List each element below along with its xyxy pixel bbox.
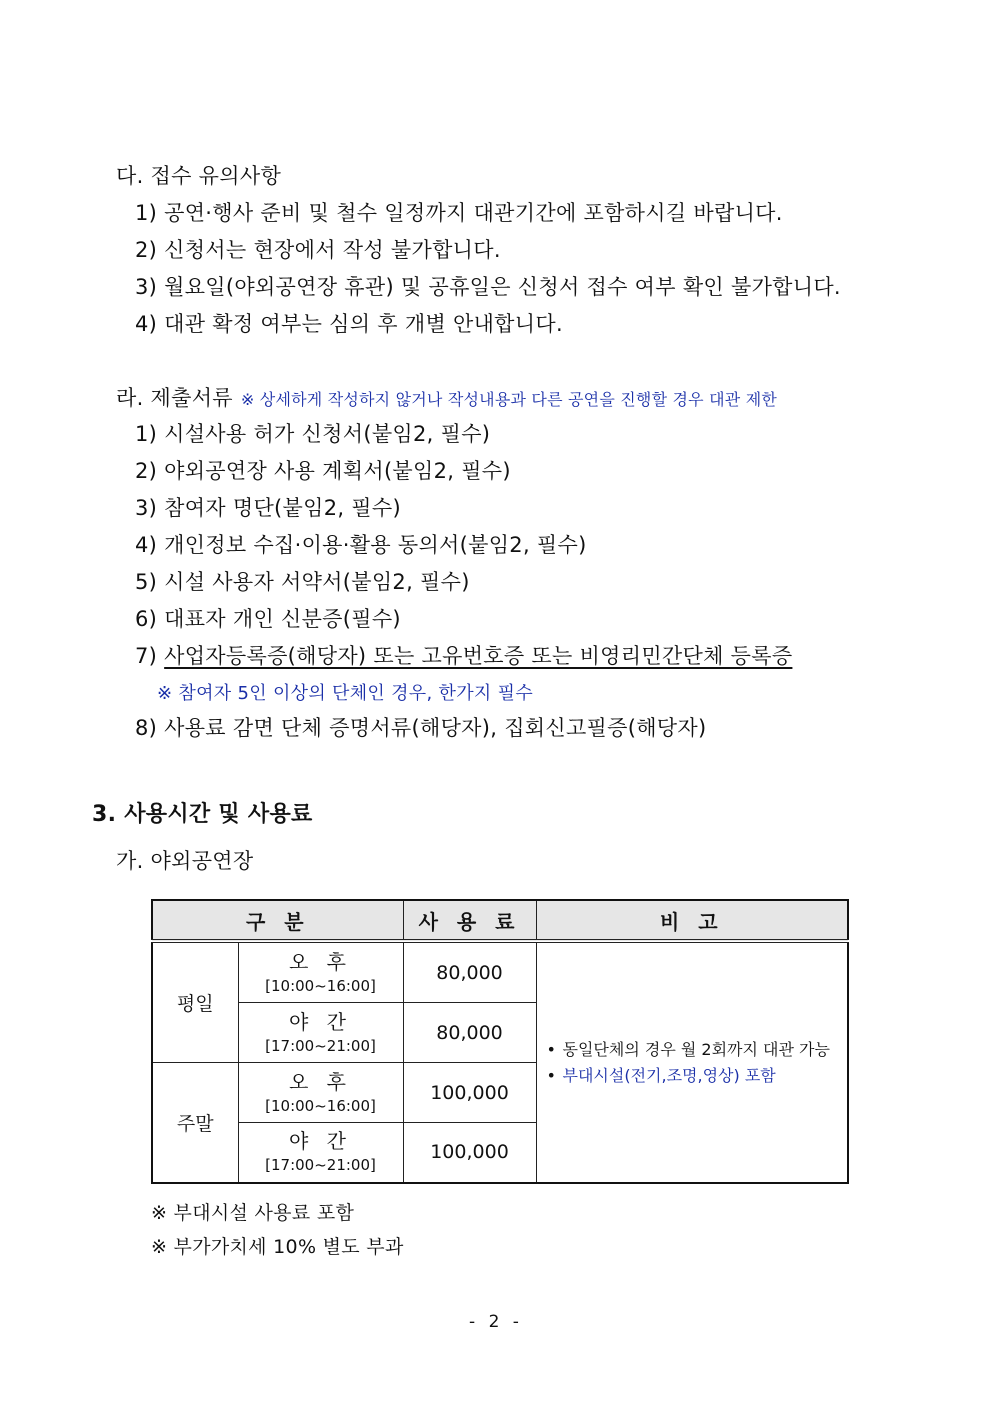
slot-time: [10:00~16:00] <box>265 976 376 995</box>
section-ra-item-2: 2) 야외공연장 사용 계획서(붙임2, 필수) <box>135 459 511 483</box>
section-ra-item-6: 6) 대표자 개인 신분증(필수) <box>135 607 401 631</box>
section-3-title: 3. 사용시간 및 사용료 <box>92 802 313 827</box>
section-3-sub: 가. 야외공연장 <box>116 849 254 873</box>
section-ra-item-4: 4) 개인정보 수집·이용·활용 동의서(붙임2, 필수) <box>135 533 587 557</box>
section-ra-item-7-text: 사업자등록증(해당자) 또는 고유번호증 또는 비영리민간단체 등록증 <box>164 644 793 668</box>
table-row <box>152 941 848 1003</box>
fee-table-header <box>152 900 848 941</box>
slot-time: [10:00~16:00] <box>265 1096 376 1115</box>
slot-cell <box>238 1003 403 1063</box>
fee-cell: 100,000 <box>403 1063 536 1123</box>
slot-cell <box>238 941 403 1003</box>
slot-name: 오 후 <box>289 1069 352 1094</box>
page-number: - 2 - <box>469 1312 523 1332</box>
section-da-item-1: 1) 공연·행사 준비 및 철수 일정까지 대관기간에 포함하시길 바랍니다. <box>135 201 783 225</box>
slot-name: 야 간 <box>289 1129 352 1154</box>
group-weekday: 평일 <box>152 941 238 1063</box>
header-fee: 사 용 료 <box>403 900 536 941</box>
section-ra-item-5: 5) 시설 사용자 서약서(붙임2, 필수) <box>135 570 470 594</box>
remark-item: • 부대시설(전기,조명,영상) 포함 <box>545 1063 848 1089</box>
section-ra-title: 라. 제출서류 <box>116 386 233 410</box>
section-ra-item-7 <box>135 642 792 670</box>
group-weekend: 주말 <box>152 1063 238 1183</box>
section-ra-item-3: 3) 참여자 명단(붙임2, 필수) <box>135 496 401 520</box>
footnote-1: ※ 부대시설 사용료 포함 <box>151 1202 355 1224</box>
section-da-item-3: 3) 월요일(야외공연장 휴관) 및 공휴일은 신청서 접수 여부 확인 불가합니다. <box>135 275 841 299</box>
slot-name: 오 후 <box>289 949 352 974</box>
fee-cell: 80,000 <box>403 941 536 1003</box>
slot-cell <box>238 1122 403 1183</box>
remark-item: • 동일단체의 경우 월 2회까지 대관 가능 <box>545 1037 848 1063</box>
section-ra-heading <box>116 384 777 414</box>
slot-name: 야 간 <box>289 1009 352 1034</box>
section-da-item-4: 4) 대관 확정 여부는 심의 후 개별 안내합니다. <box>135 312 563 336</box>
footnote-2: ※ 부가가치세 10% 별도 부과 <box>151 1236 404 1258</box>
slot-time: [17:00~21:00] <box>265 1036 376 1055</box>
section-da-item-2: 2) 신청서는 현장에서 작성 불가합니다. <box>135 238 501 262</box>
slot-cell <box>238 1063 403 1123</box>
header-remarks: 비 고 <box>536 900 848 941</box>
section-da-title: 다. 접수 유의사항 <box>116 164 282 188</box>
fee-cell: 100,000 <box>403 1122 536 1183</box>
section-ra-item-7-note: ※ 참여자 5인 이상의 단체인 경우, 한가지 필수 <box>157 683 534 704</box>
fee-table <box>151 899 849 1184</box>
remarks-cell <box>536 941 848 1183</box>
section-ra-item-8: 8) 사용료 감면 단체 증명서류(해당자), 집회신고필증(해당자) <box>135 716 707 740</box>
header-category: 구 분 <box>152 900 403 941</box>
section-ra-item-7-num: 7) <box>135 644 158 668</box>
section-ra-item-1: 1) 시설사용 허가 신청서(붙임2, 필수) <box>135 422 491 446</box>
fee-cell: 80,000 <box>403 1003 536 1063</box>
slot-time: [17:00~21:00] <box>265 1156 376 1175</box>
section-ra-note: ※ 상세하게 작성하지 않거나 작성내용과 다른 공연을 진행할 경우 대관 제한 <box>240 390 778 409</box>
